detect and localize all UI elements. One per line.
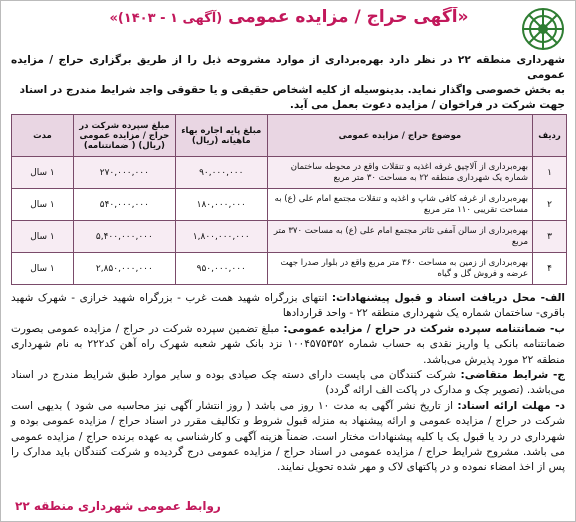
cell-deposit: ۵,۴۰۰,۰۰۰,۰۰۰ — [73, 221, 175, 253]
cell-deposit: ۵۴۰,۰۰۰,۰۰۰ — [73, 189, 175, 221]
table-header-row — [12, 115, 567, 157]
cell-base-rent: ۱۸۰,۰۰۰,۰۰۰ — [175, 189, 267, 221]
intro-paragraph — [11, 53, 565, 113]
header-deposit: مبلغ سپرده شرکت در حراج / مزایده عمومی (ریال) ( ضمانتنامه) — [73, 115, 175, 157]
notice-header — [7, 5, 569, 53]
condition-item — [11, 322, 565, 368]
notice-title — [79, 7, 499, 27]
cell-duration: ۱ سال — [12, 157, 74, 189]
condition-item — [11, 291, 565, 322]
table-row — [12, 157, 567, 189]
condition-body: شرکت کنندگان می بایست دارای دسته چک صیادی بوده و سایر موارد طبق شرایط مندرج در اسناد می‌باشد. (تصویر چک و مدارک در پاکت الف ارائه گردد) — [11, 369, 565, 397]
cell-base-rent: ۹۵۰,۰۰۰,۰۰۰ — [175, 253, 267, 285]
intro-line: شهرداری منطقه ۲۲ در نظر دارد بهره‌برداری از موارد مشروحه ذیل را از طریق برگزاری حراج / مزایده عمومی — [11, 54, 565, 81]
auction-items-table — [11, 114, 567, 285]
cell-deposit: ۲۷۰,۰۰۰,۰۰۰ — [73, 157, 175, 189]
condition-label: ب- ضمانتنامه سپرده شرکت در حراج / مزایده عمومی: — [283, 322, 565, 335]
condition-label: د- مهلت ارائه اسناد: — [457, 399, 566, 412]
condition-label: الف- محل دریافت اسناد و قبول پیشنهادات: — [331, 292, 566, 304]
cell-duration: ۱ سال — [12, 253, 74, 285]
cell-subject: بهره‌برداری از آلاچیق غرفه اغذیه و تنقلات واقع در محوطه ساختمان شماره یک شهرداری منطقه ۲۲ به مساحت ۳۰ متر مربع — [267, 157, 532, 189]
condition-label: ج- شرایط متقاضی: — [460, 369, 565, 382]
condition-body: مبلغ تضمین سپرده شرکت در حراج / مزایده عمومی بصورت ضمانتنامه بانکی یا واریز نقدی به حساب شماره ۱۰۰۴۵۷۵۳۵۲ نزد بانک شهر شعبه شهرک راه آهن کد۲۲۲ به نام شهرداری منطقه ۲۲ مورد پذیرش می‌باشد. — [11, 322, 565, 366]
notice-title-sub: (آگهی ۱ - ۱۴۰۳)» — [109, 11, 223, 26]
condition-body: انتهای بزرگراه شهید همت غرب - بزرگراه شهید خرازی - شهرک شهید باقری- ساختمان شماره یک شهرداری منطقه ۲۲ - واحد قراردادها — [11, 292, 565, 320]
header-row-number: ردیف — [533, 115, 567, 157]
condition-item — [11, 368, 565, 399]
tehran-municipality-logo-icon — [519, 5, 567, 53]
cell-duration: ۱ سال — [12, 221, 74, 253]
header-base-rent: مبلغ پایه اجاره بهاء ماهیانه (ریال) — [175, 115, 267, 157]
condition-item — [11, 399, 565, 476]
header-subject: موضوع حراج / مزایده عمومی — [267, 115, 532, 157]
table-row — [12, 189, 567, 221]
cell-base-rent: ۹۰,۰۰۰,۰۰۰ — [175, 157, 267, 189]
public-relations-signature: روابط عمومی شهرداری منطقه ۲۲ — [15, 499, 221, 513]
cell-row-number: ۴ — [533, 253, 567, 285]
cell-base-rent: ۱,۸۰۰,۰۰۰,۰۰۰ — [175, 221, 267, 253]
header-duration: مدت — [12, 115, 74, 157]
intro-line: جهت شرکت در فراخوان / مزایده دعوت بعمل می آید. — [289, 99, 565, 111]
cell-row-number: ۱ — [533, 157, 567, 189]
conditions-text — [11, 291, 565, 476]
cell-deposit: ۲,۸۵۰,۰۰۰,۰۰۰ — [73, 253, 175, 285]
cell-row-number: ۳ — [533, 221, 567, 253]
cell-subject: بهره‌برداری از غرفه کافی شاپ و اغذیه و تنقلات مجتمع امام علی (ع) به مساحت تقریبی ۱۱۰ متر مربع — [267, 189, 532, 221]
cell-row-number: ۲ — [533, 189, 567, 221]
table-row — [12, 253, 567, 285]
cell-subject: بهره‌برداری از سالن آمفی تئاتر مجتمع امام علی (ع) به مساحت ۳۷۰ متر مربع — [267, 221, 532, 253]
table-row — [12, 221, 567, 253]
cell-subject: بهره‌برداری از زمین به مساحت ۳۶۰ متر مربع واقع در بلوار صدرا جهت عرضه و فروش گل و گیاه — [267, 253, 532, 285]
notice-title-main: «آگهی حراج / مزایده عمومی — [228, 7, 469, 27]
intro-line: به بخش خصوصی واگذار نماید. بدینوسیله از کلیه اشخاص حقیقی و یا حقوقی واجد شرایط مندرج در اسناد — [19, 84, 565, 96]
condition-body: از تاریخ نشر آگهی به مدت ۱۰ روز می باشد ( روز انتشار آگهی نیز محاسبه می شود ) بدیهی است شرکت در حراج / مزایده عمومی و ارائه پیشنهاد به منزله قبول شروط و تکالیف مقرر در اسناد حراج / مزایده عمومی بوده و شهرداری در رد یا قبول یک یا کلیه پیشنهادات مختار است. ضمناً هزینه آگهی و کارشناسی به عهده برنده حراج / مزایده عمومی می باشد. مشروح شرایط حراج / مزایده عمومی در اسناد حراج / مزایده عمومی درج گردیده و شرکت کنندگان باید مدارک را پس از اخذ امضاء نموده و در پاکتهای لاک و مهر شده تحویل نمایند. — [11, 399, 565, 474]
cell-duration: ۱ سال — [12, 189, 74, 221]
